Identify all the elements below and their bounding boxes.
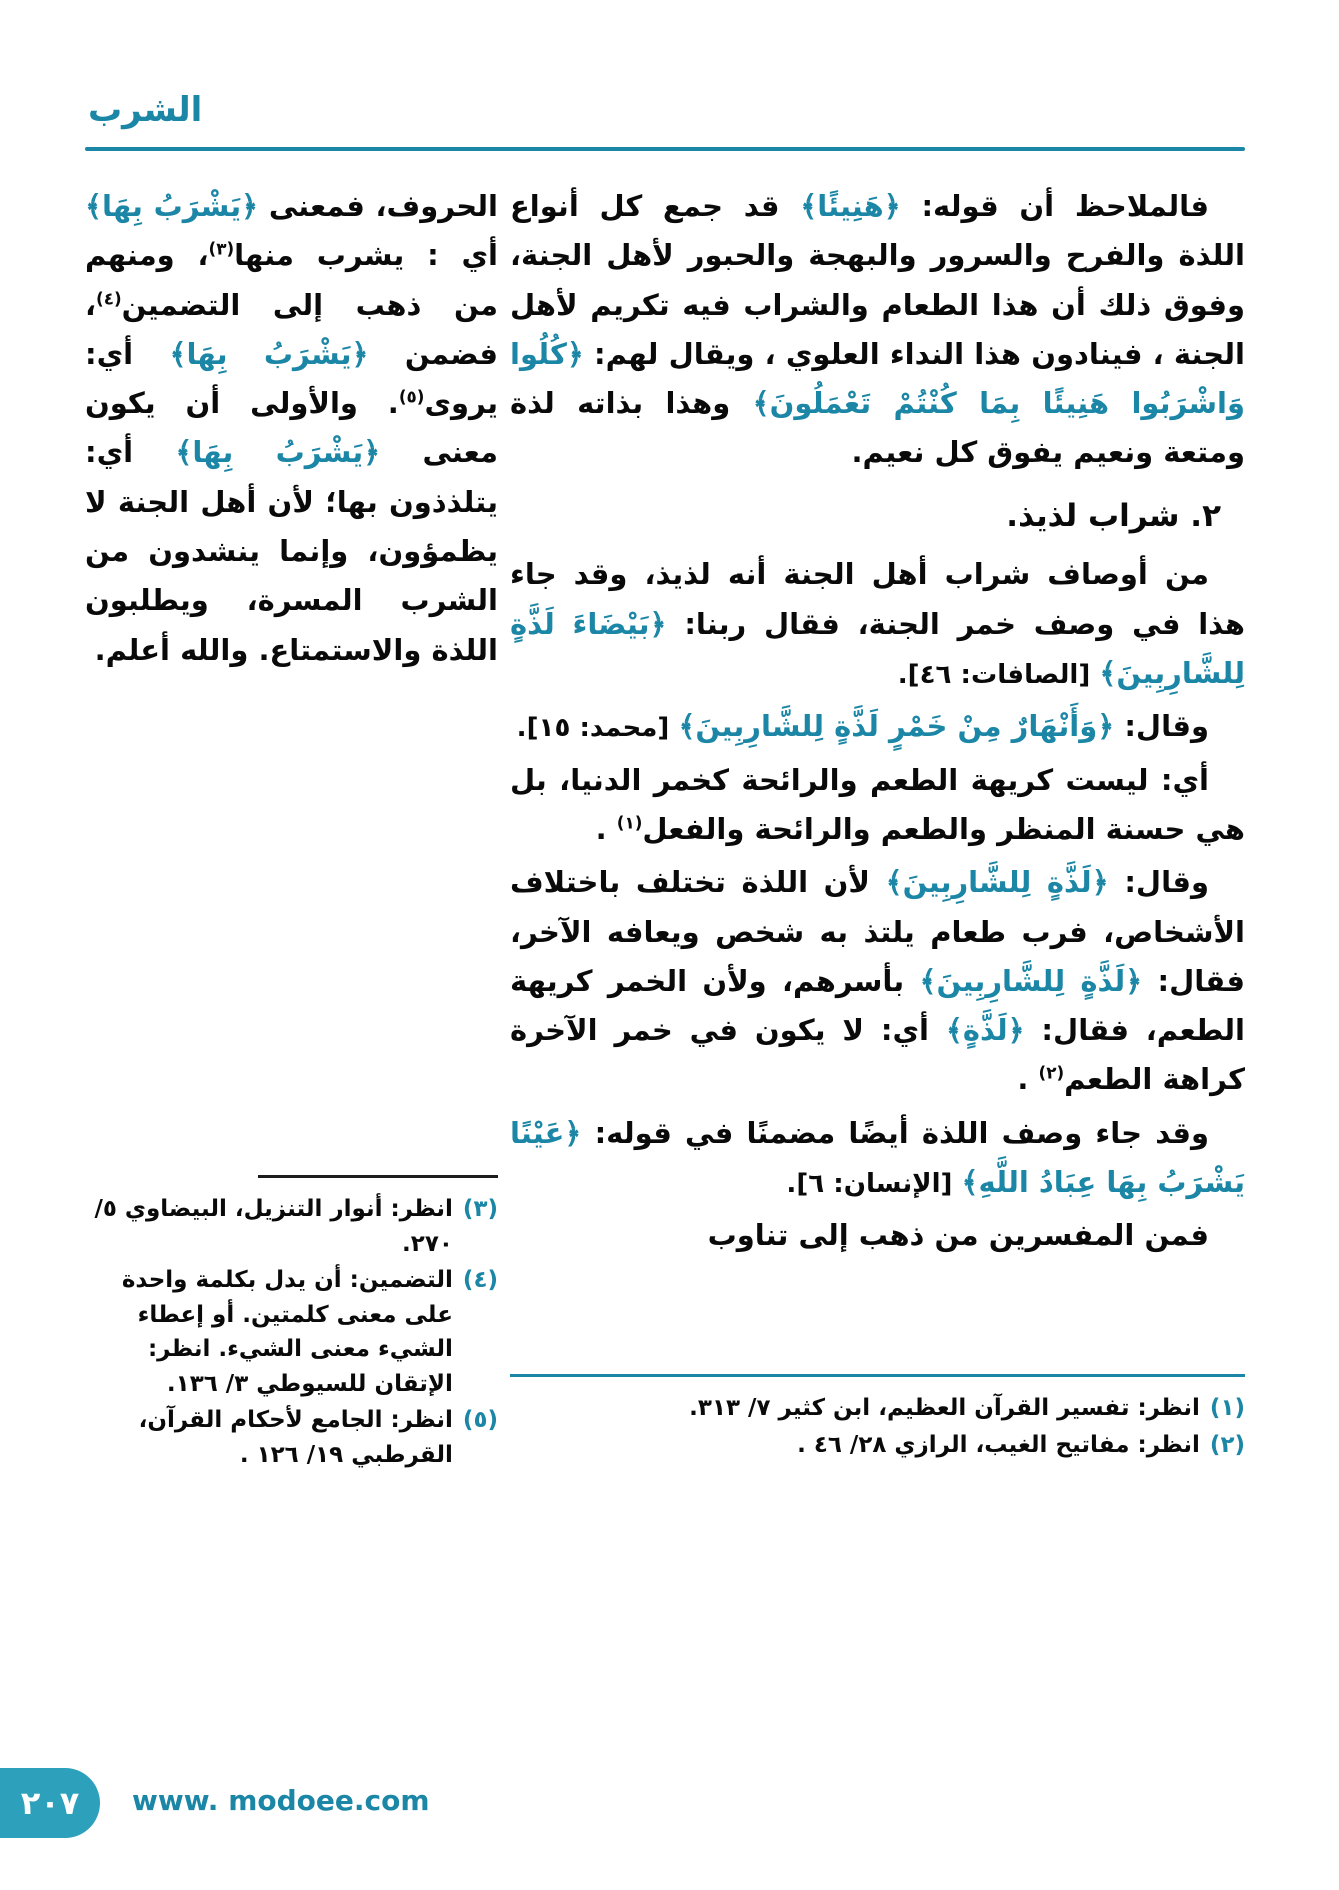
footnote-marker: (٣) — [208, 238, 235, 259]
paragraph — [510, 182, 1245, 478]
footnote-separator — [510, 1374, 1245, 1377]
page-number-badge — [0, 1768, 100, 1838]
quran-verse: ﴿لَذَّةٍ لِلشَّارِبِينَ﴾ — [919, 963, 1143, 998]
footnote-number: (١) — [1209, 1395, 1245, 1421]
quran-verse: ﴿كُلُوا وَاشْرَبُوا هَنِيئًا بِمَا كُنْتُمْ تَعْمَلُونَ﴾ — [510, 336, 1245, 421]
quran-verse: ﴿لَذَّةٍ﴾ — [945, 1013, 1025, 1048]
footnote-marker: (٥) — [398, 386, 425, 407]
header-rule — [85, 147, 1245, 151]
quran-verse: ﴿يَشْرَبُ بِهَا﴾ — [85, 189, 259, 223]
footnote — [510, 1428, 1245, 1463]
footnote-text: انظر: تفسير القرآن العظيم، ابن كثير ٧/ ٣١٣. — [689, 1395, 1200, 1421]
text-run: فمن المفسرين من ذهب إلى تناوب — [707, 1218, 1209, 1253]
paragraph — [510, 756, 1245, 855]
quran-verse: ﴿لَذَّةٍ لِلشَّارِبِينَ﴾ — [885, 865, 1109, 900]
website-url: www. modoee.com — [132, 1784, 430, 1817]
text-run: قد جمع كل أنواع اللذة والفرح والسرور والبهجة والحبور لأهل الجنة، وفوق ذلك أن هذا الطعام والشراب فيه تكريم لأهل الجنة ، فينادون هذا النداء العلوي ، ويقال لهم: — [510, 189, 1245, 371]
text-run: وهذا بذاته لذة ومتعة ونعيم يفوق كل نعيم. — [510, 386, 1245, 470]
footnote-number: (٣) — [462, 1196, 498, 1222]
footnote-marker: (٤) — [96, 287, 122, 308]
footnote-text: انظر: الجامع لأحكام القرآن، القرطبي ١٩/ ١٢٦ . — [138, 1407, 453, 1468]
section-heading — [510, 490, 1245, 543]
footnote-text: انظر: مفاتيح الغيب، الرازي ٢٨/ ٤٦ . — [797, 1431, 1200, 1458]
paragraph — [510, 1211, 1245, 1260]
footnote-marker: (١) — [616, 812, 643, 833]
paragraph — [510, 858, 1245, 1104]
verse-reference: [الصافات: ٤٦]. — [897, 660, 1100, 691]
text-run: ٢. شراب لذيذ. — [1006, 497, 1221, 534]
text-run: ، فضمن — [85, 287, 498, 371]
footnote-text: انظر: أنوار التنزيل، البيضاوي ٥/ ٢٧٠. — [94, 1196, 453, 1257]
text-run: من أوصاف شراب أهل الجنة أنه لذيذ، وقد جاء هذا في وصف خمر الجنة، فقال ربنا: — [510, 557, 1245, 641]
footnote-text: التضمين: أن يدل بكلمة واحدة على معنى كلمتين. أو إعطاء الشيء معنى الشيء. انظر: الإتقان للسيوطي ٣/ ١٣٦. — [121, 1267, 453, 1397]
quran-verse: ﴿بَيْضَاءَ لَذَّةٍ لِلشَّارِبِينَ﴾ — [510, 606, 1245, 691]
paragraph — [510, 550, 1245, 698]
quran-verse: ﴿عَيْنًا يَشْرَبُ بِهَا عِبَادُ اللَّهِ﴾ — [510, 1115, 1245, 1200]
text-run: لأن اللذة تختلف باختلاف الأشخاص، فرب طعام يلتذ به شخص ويعافه الآخر، فقال: — [510, 865, 1245, 998]
text-run: . — [595, 811, 617, 846]
text-run: أي: لا يكون في خمر الآخرة كراهة الطعم — [510, 1013, 1245, 1097]
quran-verse: ﴿وَأَنْهَارٌ مِنْ خَمْرٍ لَذَّةٍ لِلشَّارِبِينَ﴾ — [678, 709, 1115, 744]
paragraph — [85, 182, 498, 675]
quran-verse: ﴿هَنِيئًا﴾ — [800, 189, 901, 223]
paragraph — [510, 1109, 1245, 1208]
text-run: . — [1017, 1062, 1039, 1097]
text-run: وقال: — [1108, 865, 1209, 900]
footnote-number: (٢) — [1209, 1431, 1245, 1458]
quran-verse: ﴿يَشْرَبُ بِهَا﴾ — [175, 435, 381, 470]
footnote — [85, 1263, 498, 1401]
footnote-separator — [258, 1175, 498, 1178]
text-run: أي: يروى — [85, 336, 498, 421]
footnotes-left — [85, 1175, 498, 1474]
page-header-title: الشرب — [88, 90, 203, 130]
text-run: ، ومنهم من ذهب إلى التضمين — [85, 238, 498, 322]
text-run: أي : يشرب منها — [234, 238, 498, 273]
footnote — [85, 1403, 498, 1472]
quran-verse: ﴿يَشْرَبُ بِهَا﴾ — [169, 336, 369, 371]
text-run: . والأولى أن يكون معنى — [85, 386, 498, 470]
footnote-marker: (٢) — [1038, 1062, 1065, 1083]
footnote — [85, 1192, 498, 1261]
footnote-number: (٥) — [462, 1407, 498, 1433]
paragraph — [510, 702, 1245, 751]
footnotes-right — [510, 1374, 1245, 1464]
text-run: وقد جاء وصف اللذة أيضًا مضمنًا في قوله: — [581, 1115, 1209, 1150]
verse-reference: [محمد: ١٥]. — [516, 713, 679, 744]
page-number: ٢٠٧ — [20, 1784, 80, 1822]
text-run: أي: ليست كريهة الطعم والرائحة كخمر الدنيا، بل هي حسنة المنظر والطعم والرائحة والفعل — [510, 762, 1245, 846]
text-run: أي: يتلذذون بها؛ لأن أهل الجنة لا يظمؤون، وإنما ينشدون من الشرب المسرة، ويطلبون اللذة والاستمتاع. والله أعلم. — [85, 435, 498, 667]
text-run: وقال: — [1114, 709, 1209, 744]
text-run: الحروف، فمعنى — [258, 189, 498, 223]
text-run: فالملاحظ أن قوله: — [900, 189, 1209, 223]
footnote — [510, 1391, 1245, 1426]
text-run: بأسرهم، ولأن الخمر كريهة الطعم، فقال: — [510, 963, 1245, 1048]
main-column — [510, 182, 1245, 1464]
side-column — [85, 182, 498, 1474]
footnote-number: (٤) — [462, 1267, 498, 1293]
verse-reference: [الإنسان: ٦]. — [786, 1169, 962, 1200]
